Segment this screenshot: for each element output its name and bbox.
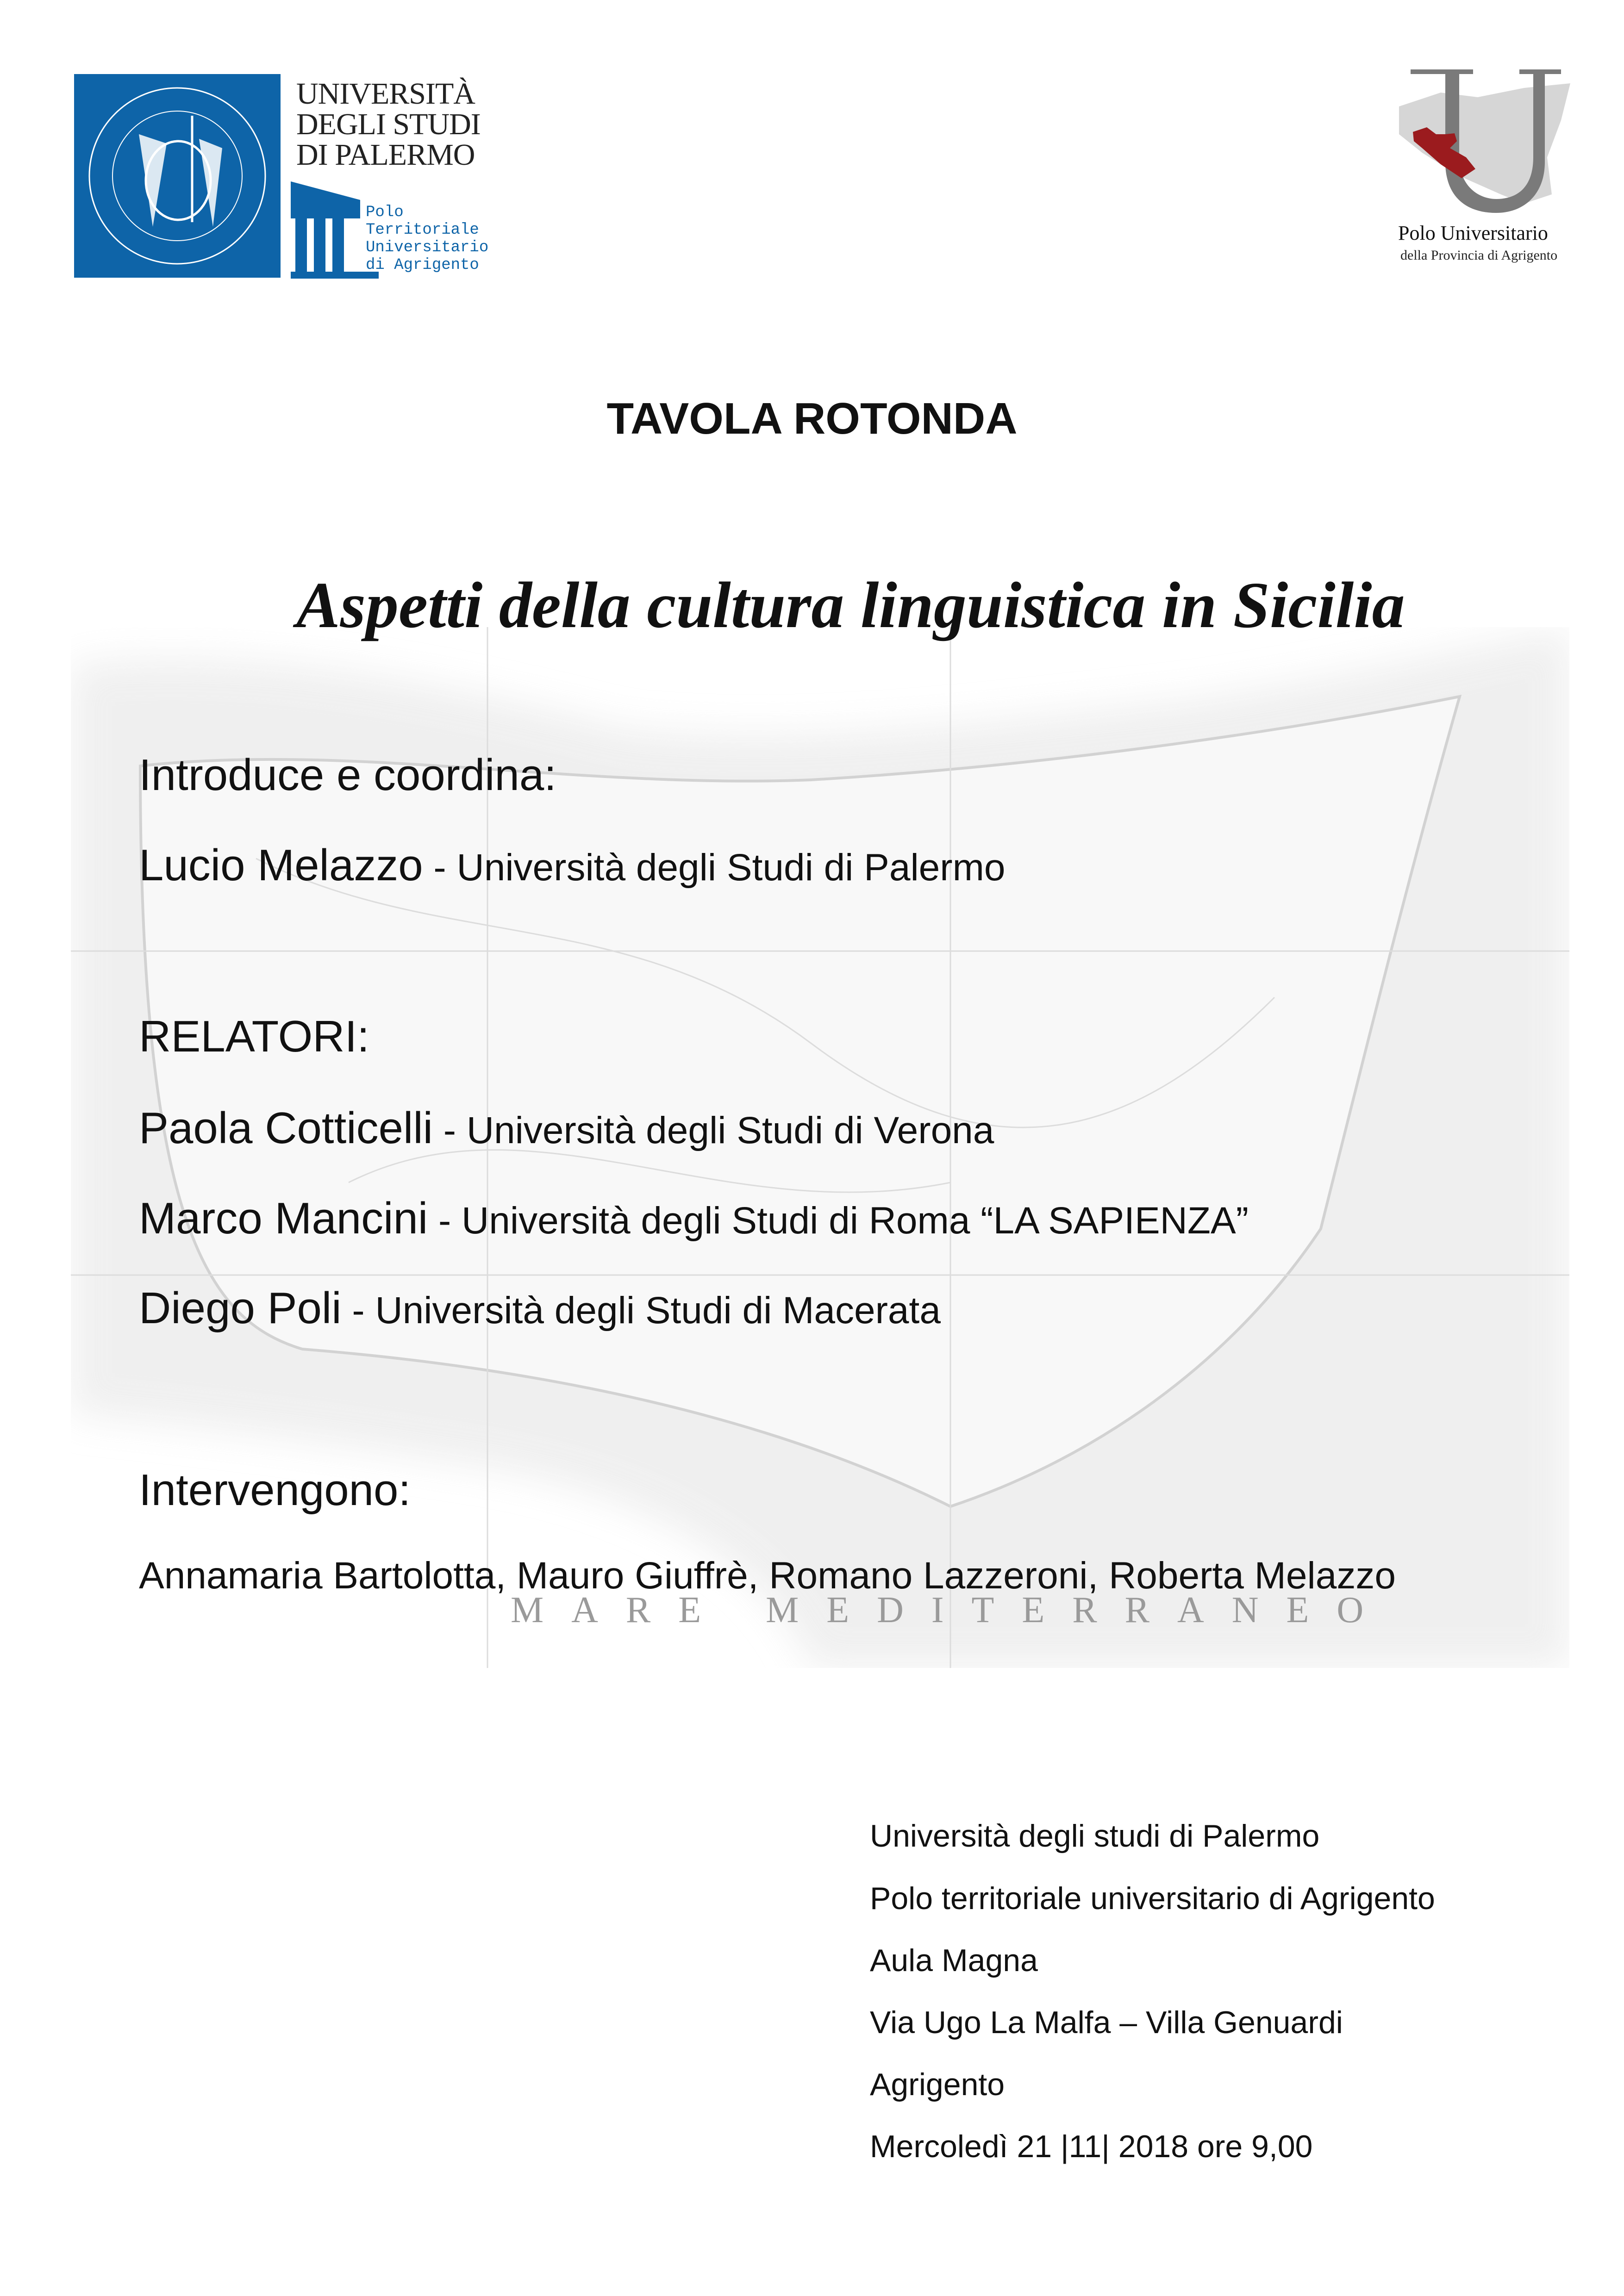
venue-line: Polo territoriale universitario di Agrigento (870, 1881, 1435, 1916)
speaker-name: Marco Mancini (139, 1194, 428, 1243)
speaker-name: Diego Poli (139, 1283, 342, 1333)
venue-line: Via Ugo La Malfa – Villa Genuardi (870, 2005, 1343, 2040)
polo-universitario-title: Polo Universitario (1398, 222, 1548, 244)
event-title: Aspetti della cultura linguistica in Sicilia (296, 568, 1405, 641)
moderator-name: Lucio Melazzo (139, 840, 423, 890)
polo-universitario-subtitle: della Provincia di Agrigento (1400, 248, 1558, 263)
speaker-item (139, 1283, 941, 1334)
participants-names: Annamaria Bartolotta, Mauro Giuffrè, Romano Lazzeroni, Roberta Melazzo (139, 1555, 1396, 1597)
polo-line: Territoriale (366, 221, 479, 239)
venue-line: Aula Magna (870, 1943, 1038, 1978)
moderator-heading: Introduce e coordina: (139, 750, 556, 800)
university-name-line: UNIVERSITÀ (296, 77, 475, 111)
speaker-name: Paola Cotticelli (139, 1103, 433, 1153)
sea-label: MARE MEDITERRANEO (511, 1590, 1392, 1630)
moderator-affiliation: - Università degli Studi di Palermo (423, 846, 1006, 889)
speaker-affiliation: - Università degli Studi di Verona (432, 1109, 994, 1151)
venue-line: Agrigento (870, 2067, 1005, 2102)
speaker-item (139, 1193, 1249, 1244)
polo-line: Polo (366, 204, 404, 221)
moderator-line (139, 840, 1006, 891)
polo-universitario-logo (1385, 65, 1580, 218)
venue-line: Università degli studi di Palermo (870, 1818, 1320, 1854)
university-name (296, 79, 481, 170)
polo-line: di Agrigento (366, 256, 479, 274)
polo-line: Universitario (366, 239, 489, 256)
speaker-affiliation: - Università degli Studi di Roma “LA SAPIENZA” (428, 1200, 1249, 1242)
university-name-line: DI PALERMO (296, 138, 475, 172)
event-type: TAVOLA ROTONDA (606, 394, 1018, 443)
participants-heading: Intervengono: (139, 1465, 411, 1515)
speaker-affiliation: - Università degli Studi di Macerata (341, 1289, 941, 1332)
event-date: Mercoledì 21 |11| 2018 ore 9,00 (870, 2129, 1313, 2164)
speakers-heading: RELATORI: (139, 1012, 369, 1061)
university-seal-logo (74, 74, 281, 278)
polo-territoriale-text (366, 204, 488, 274)
speaker-item (139, 1103, 994, 1154)
university-name-line: DEGLI STUDI (296, 107, 481, 141)
